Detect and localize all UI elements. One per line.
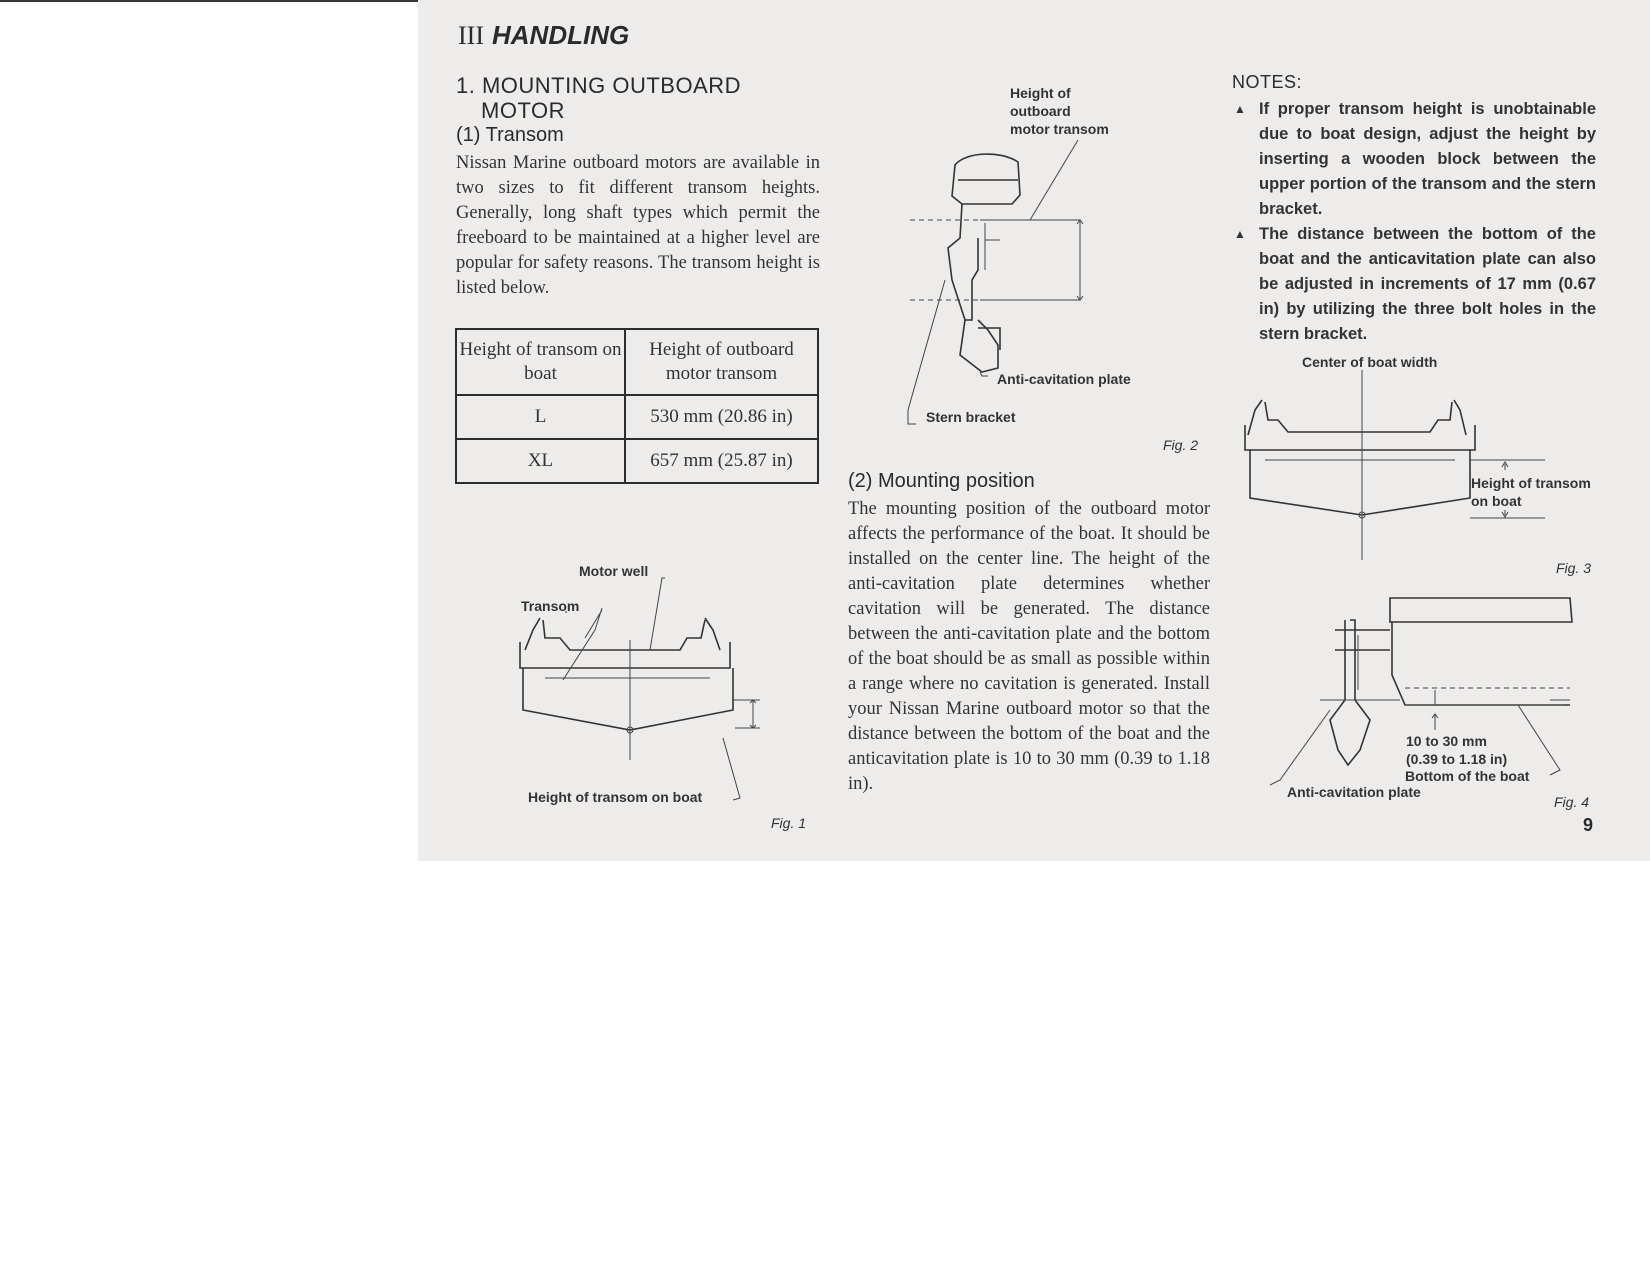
fig1-label-motor-well: Motor well (579, 563, 649, 579)
table-row (456, 439, 818, 483)
fig2-number: Fig. 2 (1163, 437, 1199, 453)
fig3-label-height-line1: Height of transom (1471, 475, 1591, 491)
table-header-row (456, 329, 818, 395)
heading1-line1: 1. MOUNTING OUTBOARD (456, 73, 742, 98)
table-cell-type: L (456, 395, 625, 439)
transom-height-table (455, 328, 819, 484)
fig3-number: Fig. 3 (1556, 560, 1592, 576)
page-edge-line (0, 0, 418, 2)
fig3-label-height-line2: on boat (1471, 493, 1522, 509)
note-item (1232, 97, 1596, 222)
section-roman: III (458, 21, 484, 50)
table-row (456, 395, 818, 439)
table-cell-type: XL (456, 439, 625, 483)
fig3-label-height (1471, 474, 1591, 510)
section-title (458, 20, 629, 51)
triangle-bullet-icon: ▲ (1234, 102, 1246, 116)
heading-mounting-position: (2) Mounting position (848, 470, 1035, 492)
fig2-outboard-motor-drawing (900, 140, 1160, 400)
mounting-paragraph: The mounting position of the outboard motor affects the performance of the boat. It should be installed on the center line. The height of the anti-cavitation plate determines whether cavitation will be generated. The distance between the anti-cavitation plate and the bottom of the boat should be as small as possible within a range where no cavitation is generated. Install your Nissan Marine outboard motor so that the distance between the bottom of the boat and the anticavitation plate is 10 to 30 mm (0.39 to 1.18 in). (848, 499, 1210, 794)
table-header-transom: Height of transom on boat (456, 329, 625, 395)
triangle-bullet-icon: ▲ (1234, 227, 1246, 241)
fig4-label-range-line1: 10 to 30 mm (1406, 733, 1487, 749)
heading-mounting-outboard-motor (456, 73, 741, 123)
section-name: HANDLING (491, 20, 630, 50)
table-header-motor: Height of outboard motor transom (625, 329, 818, 395)
fig2-label-height-line2: outboard (1010, 103, 1071, 119)
fig2-label-height-line3: motor transom (1010, 121, 1109, 137)
fig2-label-height-line1: Height of (1010, 85, 1071, 101)
fig3-label-center: Center of boat width (1302, 354, 1438, 370)
table-cell-height: 657 mm (25.87 in) (625, 439, 818, 483)
fig4-label-anticavitation: Anti-cavitation plate (1287, 784, 1421, 800)
fig4-label-range (1406, 732, 1507, 768)
fig4-label-bottom: Bottom of the boat (1405, 768, 1530, 784)
fig1-label-height: Height of transom on boat (528, 789, 703, 805)
heading-transom: (1) Transom (456, 124, 564, 146)
note-text: If proper transom height is unobtainable due to boat design, adjust the height by inserting a wooden block between the upper portion of the transom and the stern bracket. (1259, 100, 1596, 218)
transom-paragraph: Nissan Marine outboard motors are available in two sizes to fit different transom heights. Generally, long shaft types which permit the freeboard to be maintained at a higher level are popular for safety reasons. The transom height is listed below. (456, 153, 820, 298)
fig4-label-range-line2: (0.39 to 1.18 in) (1406, 751, 1508, 767)
notes-list (1232, 97, 1596, 347)
fig1-label-transom: Transom (521, 598, 580, 614)
notes-title: NOTES: (1232, 72, 1303, 92)
table-cell-height: 530 mm (20.86 in) (625, 395, 818, 439)
page-number: 9 (1583, 815, 1594, 835)
fig2-label-stern-bracket: Stern bracket (926, 409, 1016, 425)
fig1-boat-transom-drawing (505, 560, 805, 790)
fig3-boat-center-drawing (1240, 370, 1540, 570)
note-item (1232, 222, 1596, 347)
fig4-number: Fig. 4 (1554, 794, 1590, 810)
note-text: The distance between the bottom of the boat and the anticavitation plate can also be adjusted in increments of 17 mm (0.67 in) by utilizing the three bolt holes in the stern bracket. (1259, 225, 1596, 343)
fig2-label-height (1010, 84, 1109, 138)
heading1-line2: MOTOR (481, 98, 565, 123)
fig1-number: Fig. 1 (771, 815, 807, 831)
fig2-label-anticavitation: Anti-cavitation plate (997, 371, 1131, 387)
